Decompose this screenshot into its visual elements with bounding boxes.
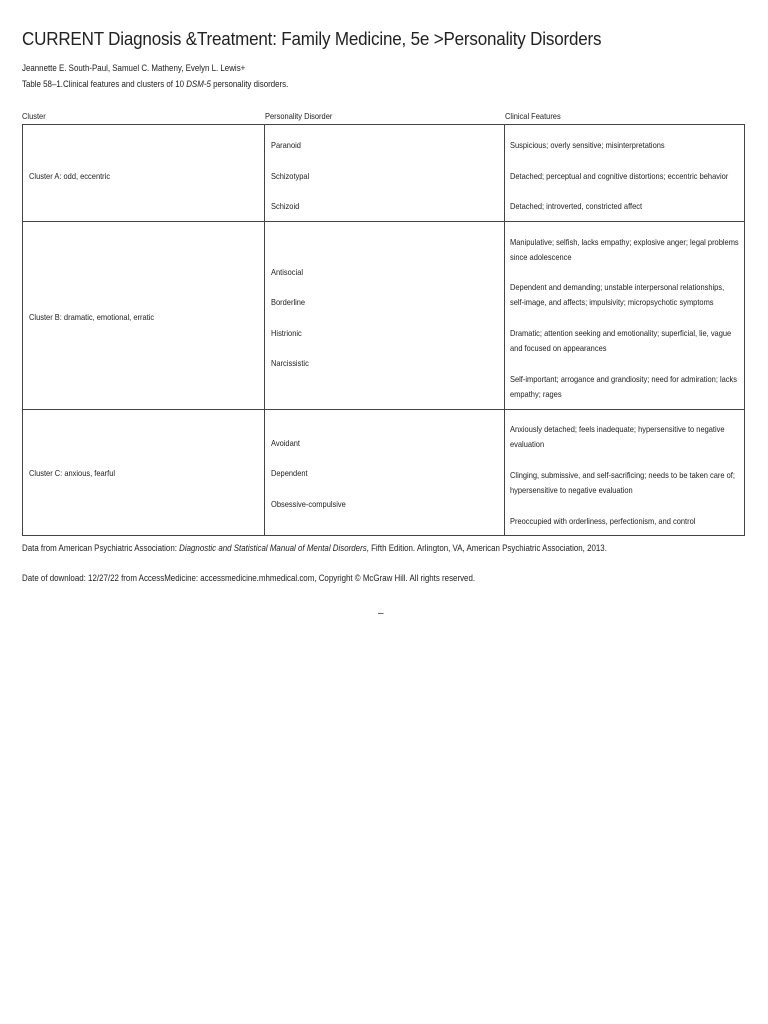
cluster-a-name: Cluster A: odd, eccentric (29, 171, 111, 181)
disorder-obsessive-compulsive: Obsessive-compulsive (271, 499, 346, 509)
row-divider (23, 221, 744, 222)
footer-mark: – (378, 608, 384, 619)
column-divider (264, 125, 265, 535)
personality-disorders-table (22, 124, 745, 536)
feature-narcissistic: Self-important; arrogance and grandiosity; need for admiration; lacks empathy; rages (510, 374, 738, 399)
header-personality-disorder: Personality Disorder (265, 111, 333, 121)
row-divider (23, 409, 744, 410)
header-clinical-features: Clinical Features (505, 111, 561, 121)
disorder-dependent: Dependent (271, 468, 308, 478)
download-note: Date of download: 12/27/22 from AccessMedicine: accessmedicine.mhmedical.com, Copyright © McGraw Hill. All rights reserved. (22, 573, 476, 583)
feature-antisocial: Manipulative; selfish, lacks empathy; explosive anger; legal problems since adolescence (510, 237, 739, 262)
source-italic: Diagnostic and Statistical Manual of Mental Disorders (179, 543, 367, 553)
cluster-c-name: Cluster C: anxious, fearful (29, 468, 116, 478)
disorder-histrionic: Histrionic (271, 328, 302, 338)
disorder-narcissistic: Narcissistic (271, 358, 309, 368)
source-suffix: , Fifth Edition. Arlington, VA, American Psychiatric Association, 2013. (366, 543, 607, 553)
disorder-avoidant: Avoidant (271, 438, 300, 448)
feature-borderline: Dependent and demanding; unstable interpersonal relationships, self-image, and affects; impulsivity; micropsychotic symptoms (510, 282, 725, 307)
document-title: CURRENT Diagnosis &Treatment: Family Medicine, 5e >Personality Disorders (22, 28, 602, 49)
feature-obsessive-compulsive: Preoccupied with orderliness, perfectionism, and control (510, 516, 696, 526)
cluster-b-name: Cluster B: dramatic, emotional, erratic (29, 312, 155, 322)
caption-prefix: Table 58–1.Clinical features and clusters of 10 (22, 79, 187, 89)
feature-schizotypal: Detached; perceptual and cognitive distortions; eccentric behavior (510, 171, 729, 181)
source-prefix: Data from American Psychiatric Association: (22, 543, 180, 553)
header-cluster: Cluster (22, 111, 46, 121)
data-source-note (22, 543, 607, 553)
caption-italic: DSM-5 (186, 79, 211, 89)
feature-paranoid: Suspicious; overly sensitive; misinterpretations (510, 140, 665, 150)
column-divider (504, 125, 505, 535)
disorder-schizotypal: Schizotypal (271, 171, 310, 181)
feature-schizoid: Detached; introverted, constricted affect (510, 201, 643, 211)
disorder-schizoid: Schizoid (271, 201, 300, 211)
disorder-paranoid: Paranoid (271, 140, 301, 150)
feature-dependent: Clinging, submissive, and self-sacrificing; needs to be taken care of; hypersensitive to negative evaluation (510, 470, 735, 495)
authors: Jeannette E. South-Paul, Samuel C. Matheny, Evelyn L. Lewis+ (22, 63, 246, 73)
disorder-antisocial: Antisocial (271, 267, 304, 277)
feature-histrionic: Dramatic; attention seeking and emotionality; superficial, lie, vague and focused on appearances (510, 328, 732, 353)
caption-suffix: personality disorders. (210, 79, 289, 89)
disorder-borderline: Borderline (271, 297, 306, 307)
table-caption (22, 79, 288, 89)
feature-avoidant: Anxiously detached; feels inadequate; hypersensitive to negative evaluation (510, 424, 725, 449)
